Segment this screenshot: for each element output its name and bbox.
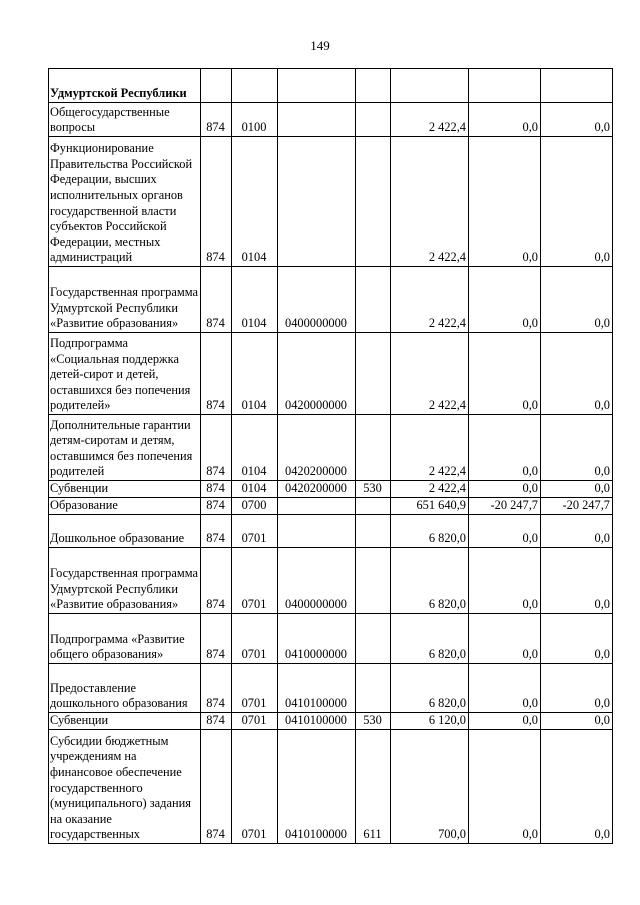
table-row — [49, 137, 613, 267]
table-row — [49, 333, 613, 415]
page-number: 149 — [310, 38, 330, 53]
row-change-2-cell: 0,0 — [541, 267, 613, 333]
row-ved-cell — [201, 69, 232, 103]
row-section-cell: 0701 — [232, 713, 278, 730]
row-change-1-cell: 0,0 — [469, 730, 541, 844]
row-change-2-cell: 0,0 — [541, 103, 613, 137]
row-expense-type-cell — [356, 415, 391, 481]
row-change-1-cell: 0,0 — [469, 481, 541, 498]
row-target-article-cell: 0410000000 — [278, 614, 356, 664]
row-name-cell: Субсидии бюджетным учреждениям на финансовое обеспечение государственного (муниципального) задания на оказание государственных — [49, 730, 201, 844]
row-change-1-cell: 0,0 — [469, 713, 541, 730]
row-change-1-cell: 0,0 — [469, 137, 541, 267]
row-change-1-cell: 0,0 — [469, 333, 541, 415]
row-section-cell: 0701 — [232, 515, 278, 548]
row-ved-cell: 874 — [201, 498, 232, 515]
row-ved-cell: 874 — [201, 664, 232, 713]
row-sum-cell: 2 422,4 — [391, 333, 469, 415]
row-section-cell — [232, 69, 278, 103]
row-target-article-cell: 0420000000 — [278, 333, 356, 415]
row-ved-cell: 874 — [201, 103, 232, 137]
row-expense-type-cell — [356, 614, 391, 664]
row-target-article-cell: 0410100000 — [278, 713, 356, 730]
row-sum-cell — [391, 69, 469, 103]
row-section-cell: 0104 — [232, 333, 278, 415]
row-expense-type-cell — [356, 498, 391, 515]
row-sum-cell: 6 820,0 — [391, 664, 469, 713]
row-target-article-cell: 0400000000 — [278, 548, 356, 614]
row-name-cell: Государственная программа Удмуртской Республики «Развитие образования» — [49, 267, 201, 333]
row-target-article-cell: 0420200000 — [278, 415, 356, 481]
row-ved-cell: 874 — [201, 415, 232, 481]
row-sum-cell: 651 640,9 — [391, 498, 469, 515]
table-row — [49, 267, 613, 333]
row-change-2-cell: 0,0 — [541, 730, 613, 844]
row-change-1-cell: 0,0 — [469, 515, 541, 548]
row-change-2-cell: 0,0 — [541, 137, 613, 267]
row-ved-cell: 874 — [201, 267, 232, 333]
table-row — [49, 664, 613, 713]
row-change-2-cell: 0,0 — [541, 614, 613, 664]
row-section-cell: 0104 — [232, 481, 278, 498]
table-row — [49, 481, 613, 498]
row-change-1-cell: -20 247,7 — [469, 498, 541, 515]
row-section-cell: 0104 — [232, 415, 278, 481]
row-change-2-cell — [541, 69, 613, 103]
table-row — [49, 498, 613, 515]
row-name-cell: Дополнительные гарантии детям-сиротам и детям, оставшимся без попечения родителей — [49, 415, 201, 481]
row-sum-cell: 6 820,0 — [391, 614, 469, 664]
row-expense-type-cell — [356, 333, 391, 415]
row-section-cell: 0701 — [232, 614, 278, 664]
row-change-2-cell: 0,0 — [541, 515, 613, 548]
row-expense-type-cell: 530 — [356, 713, 391, 730]
row-ved-cell: 874 — [201, 515, 232, 548]
row-change-1-cell: 0,0 — [469, 664, 541, 713]
budget-table — [48, 68, 613, 844]
table-row — [49, 515, 613, 548]
table-row — [49, 103, 613, 137]
row-change-1-cell: 0,0 — [469, 103, 541, 137]
row-sum-cell: 6 820,0 — [391, 515, 469, 548]
row-target-article-cell — [278, 498, 356, 515]
table-row — [49, 415, 613, 481]
row-change-1-cell — [469, 69, 541, 103]
row-section-cell: 0701 — [232, 548, 278, 614]
row-target-article-cell — [278, 103, 356, 137]
row-name-cell: Образование — [49, 498, 201, 515]
row-change-2-cell: 0,0 — [541, 333, 613, 415]
row-sum-cell: 2 422,4 — [391, 103, 469, 137]
row-target-article-cell — [278, 137, 356, 267]
row-name-cell: Удмуртской Республики — [49, 69, 201, 103]
row-ved-cell: 874 — [201, 333, 232, 415]
row-change-2-cell: 0,0 — [541, 548, 613, 614]
row-expense-type-cell: 611 — [356, 730, 391, 844]
row-expense-type-cell — [356, 103, 391, 137]
row-sum-cell: 700,0 — [391, 730, 469, 844]
row-expense-type-cell — [356, 267, 391, 333]
row-change-2-cell: 0,0 — [541, 415, 613, 481]
row-target-article-cell — [278, 69, 356, 103]
row-target-article-cell: 0410100000 — [278, 664, 356, 713]
row-ved-cell: 874 — [201, 137, 232, 267]
table-row — [49, 69, 613, 103]
row-expense-type-cell — [356, 69, 391, 103]
row-name-cell: Предоставление дошкольного образования — [49, 664, 201, 713]
row-ved-cell: 874 — [201, 548, 232, 614]
row-ved-cell: 874 — [201, 730, 232, 844]
table-row — [49, 730, 613, 844]
row-sum-cell: 2 422,4 — [391, 267, 469, 333]
row-ved-cell: 874 — [201, 481, 232, 498]
row-sum-cell: 2 422,4 — [391, 481, 469, 498]
row-target-article-cell: 0410100000 — [278, 730, 356, 844]
row-section-cell: 0701 — [232, 730, 278, 844]
table-row — [49, 614, 613, 664]
row-section-cell: 0104 — [232, 137, 278, 267]
row-name-cell: Субвенции — [49, 713, 201, 730]
row-change-1-cell: 0,0 — [469, 548, 541, 614]
table-row — [49, 713, 613, 730]
row-change-1-cell: 0,0 — [469, 267, 541, 333]
row-sum-cell: 2 422,4 — [391, 415, 469, 481]
row-target-article-cell: 0420200000 — [278, 481, 356, 498]
row-sum-cell: 6 820,0 — [391, 548, 469, 614]
row-target-article-cell — [278, 515, 356, 548]
row-section-cell: 0701 — [232, 664, 278, 713]
row-section-cell: 0700 — [232, 498, 278, 515]
row-section-cell: 0100 — [232, 103, 278, 137]
row-change-2-cell: -20 247,7 — [541, 498, 613, 515]
row-change-1-cell: 0,0 — [469, 614, 541, 664]
row-expense-type-cell: 530 — [356, 481, 391, 498]
row-name-cell: Общегосударственные вопросы — [49, 103, 201, 137]
row-expense-type-cell — [356, 548, 391, 614]
row-name-cell: Функционирование Правительства Российской Федерации, высших исполнительных органов государственной власти субъектов Российской Федерации, местных администраций — [49, 137, 201, 267]
row-name-cell: Субвенции — [49, 481, 201, 498]
row-sum-cell: 6 120,0 — [391, 713, 469, 730]
row-name-cell: Дошкольное образование — [49, 515, 201, 548]
row-change-2-cell: 0,0 — [541, 664, 613, 713]
row-expense-type-cell — [356, 664, 391, 713]
row-change-2-cell: 0,0 — [541, 713, 613, 730]
row-expense-type-cell — [356, 515, 391, 548]
row-change-2-cell: 0,0 — [541, 481, 613, 498]
row-ved-cell: 874 — [201, 614, 232, 664]
row-sum-cell: 2 422,4 — [391, 137, 469, 267]
row-expense-type-cell — [356, 137, 391, 267]
row-name-cell: Подпрограмма «Социальная поддержка детей-сирот и детей, оставшихся без попечения родителей» — [49, 333, 201, 415]
row-change-1-cell: 0,0 — [469, 415, 541, 481]
table-row — [49, 548, 613, 614]
row-ved-cell: 874 — [201, 713, 232, 730]
budget-table-body — [49, 69, 613, 844]
row-name-cell: Государственная программа Удмуртской Республики «Развитие образования» — [49, 548, 201, 614]
row-name-cell: Подпрограмма «Развитие общего образования» — [49, 614, 201, 664]
row-target-article-cell: 0400000000 — [278, 267, 356, 333]
row-section-cell: 0104 — [232, 267, 278, 333]
